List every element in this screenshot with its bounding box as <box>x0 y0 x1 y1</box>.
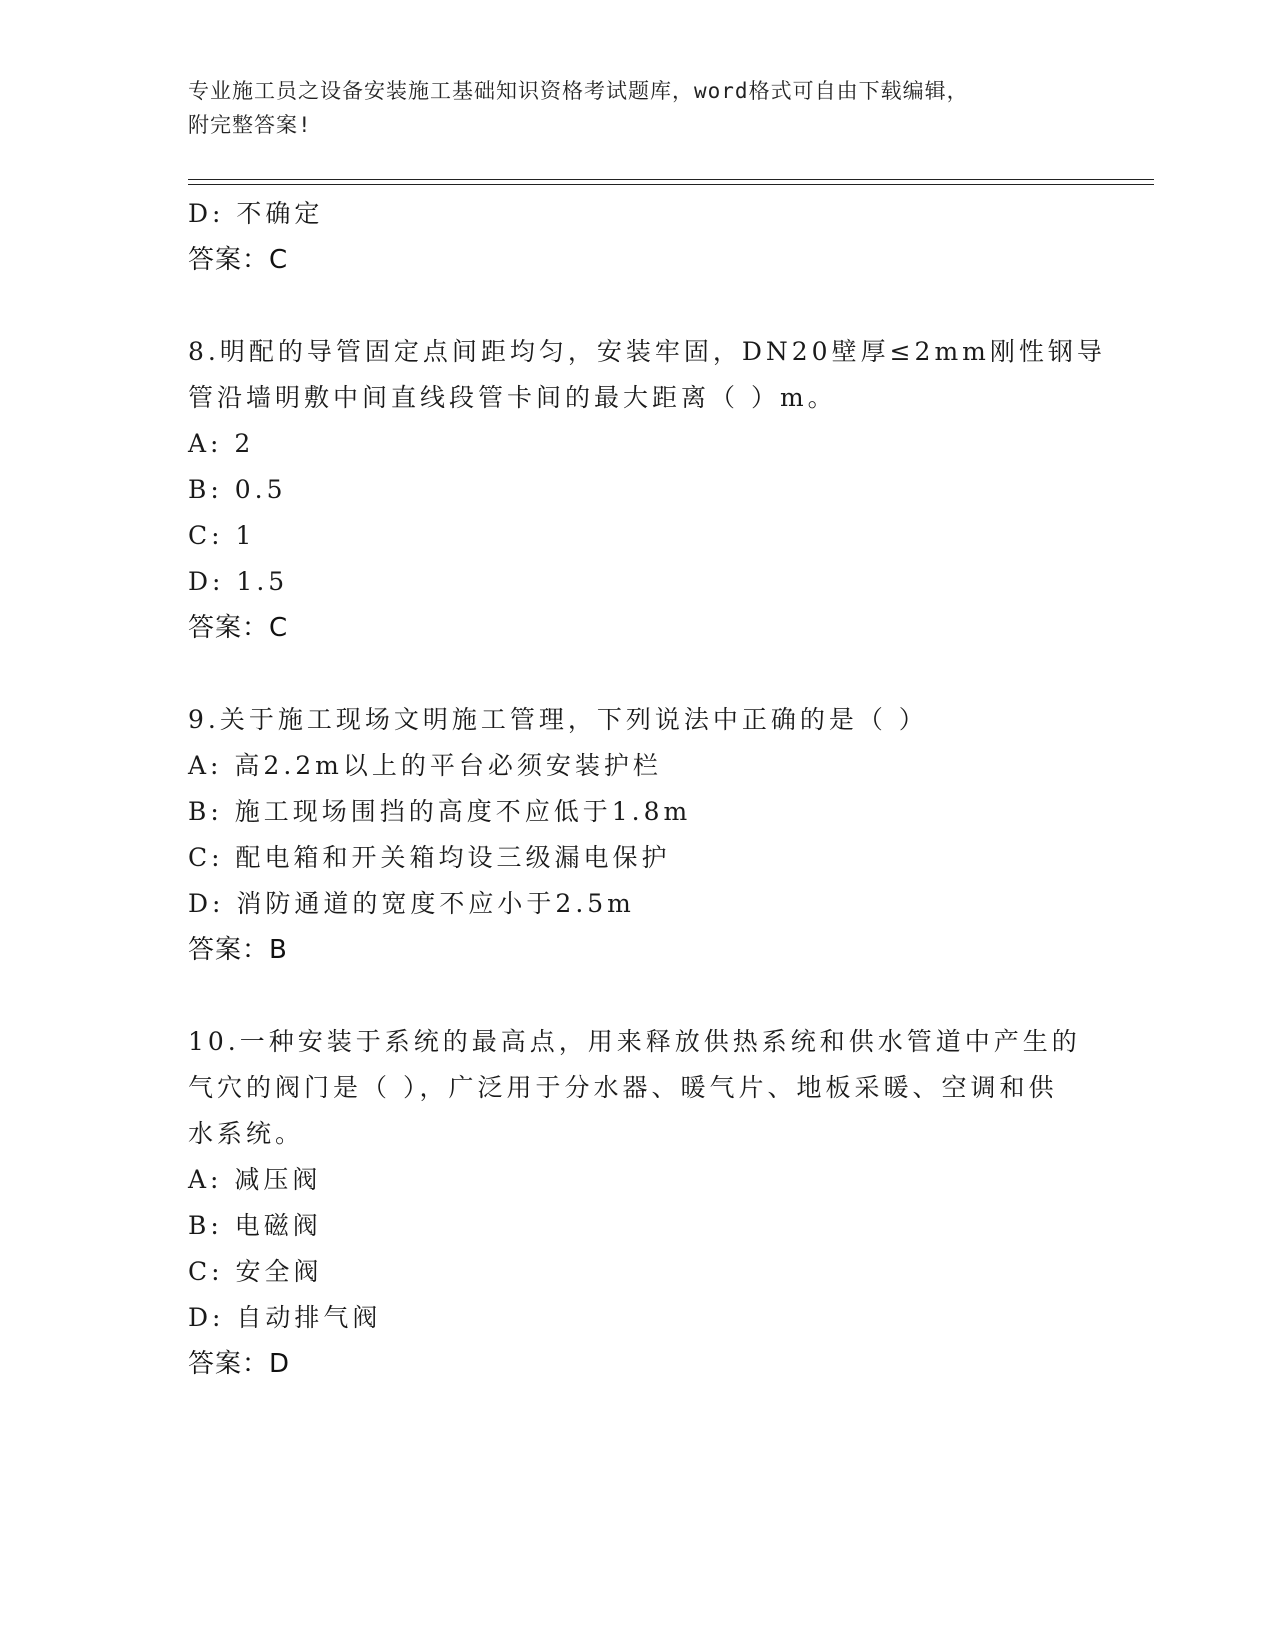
question-8-option-c: C: 1 <box>188 521 256 550</box>
header-divider-top <box>188 179 1154 180</box>
question-10-answer: 答案：D <box>188 1349 291 1379</box>
question-10-stem-line-3: 水系统。 <box>188 1119 305 1148</box>
spacer <box>188 651 1088 697</box>
prev-answer: 答案：C <box>188 245 289 275</box>
question-9-option-a: A: 高2.2m以上的平台必须安装护栏 <box>188 751 662 780</box>
spacer <box>188 973 1088 1019</box>
question-9-stem-line-1: 9.关于施工现场文明施工管理，下列说法中正确的是（ ） <box>188 705 928 734</box>
question-8-stem-line-2: 管沿墙明敷中间直线段管卡间的最大距离（ ）m。 <box>188 383 837 412</box>
question-10 <box>188 1019 1088 1387</box>
spacer <box>188 283 1088 329</box>
question-10-option-a: A: 减压阀 <box>188 1165 322 1194</box>
question-10-option-c: C: 安全阀 <box>188 1257 323 1286</box>
question-8-answer: 答案：C <box>188 613 289 643</box>
question-8-option-b: B: 0.5 <box>188 475 287 504</box>
header-line-2: 附完整答案! <box>188 113 312 137</box>
question-9-option-c: C: 配电箱和开关箱均设三级漏电保护 <box>188 843 671 872</box>
document-header <box>188 74 1088 142</box>
question-9-answer: 答案：B <box>188 935 288 965</box>
header-divider-bottom <box>188 184 1154 185</box>
question-9 <box>188 697 1088 973</box>
question-10-stem-line-1: 10.一种安装于系统的最高点，用来释放供热系统和供水管道中产生的 <box>188 1027 1081 1056</box>
question-8-option-a: A: 2 <box>188 429 255 458</box>
question-8-stem-line-1: 8.明配的导管固定点间距均匀，安装牢固，DN20壁厚≤2mm刚性钢导 <box>188 337 1106 366</box>
question-list <box>188 191 1106 1387</box>
question-10-option-d: D: 自动排气阀 <box>188 1303 382 1332</box>
question-9-option-b: B: 施工现场围挡的高度不应低于1.8m <box>188 797 692 826</box>
question-9-option-d: D: 消防通道的宽度不应小于2.5m <box>188 889 635 918</box>
question-8-option-d: D: 1.5 <box>188 567 289 596</box>
question-8 <box>188 329 1106 651</box>
question-10-option-b: B: 电磁阀 <box>188 1211 322 1240</box>
question-10-stem-line-2: 气穴的阀门是（ ），广泛用于分水器、暖气片、地板采暖、空调和供 <box>188 1073 1058 1102</box>
prev-option-d: D: 不确定 <box>188 199 324 228</box>
header-line-1: 专业施工员之设备安装施工基础知识资格考试题库，word格式可自由下载编辑， <box>188 79 969 103</box>
